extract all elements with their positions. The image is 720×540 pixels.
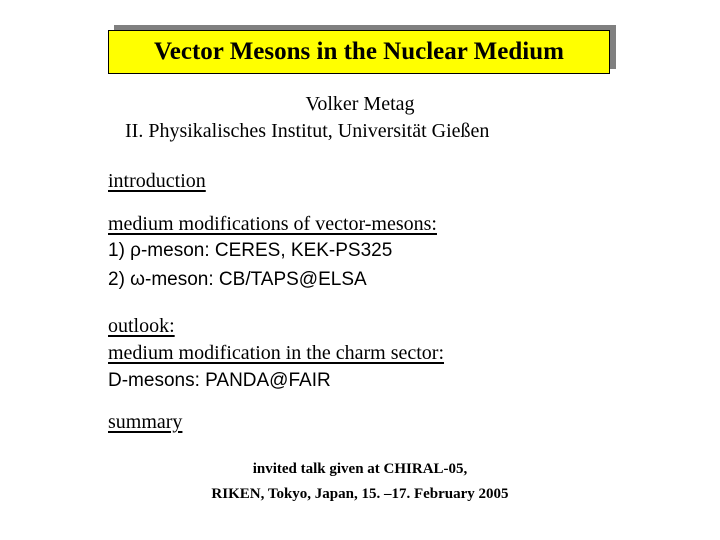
outline-summary: summary: [108, 411, 183, 433]
outline-charm-heading: medium modification in the charm sector:: [108, 342, 445, 364]
slide-title: Vector Mesons in the Nuclear Medium: [108, 30, 610, 74]
author-name: Volker Metag: [305, 93, 415, 115]
outline-omega-item: 2) ω-meson: CB/TAPS@ELSA: [108, 269, 367, 290]
outline-d-mesons: D-mesons: PANDA@FAIR: [108, 370, 331, 391]
footer-line-2: RIKEN, Tokyo, Japan, 15. –17. February 2005: [211, 486, 509, 502]
outline-medium-heading: medium modifications of vector-mesons:: [108, 213, 437, 235]
institute-name: II. Physikalisches Institut, Universität Gießen: [125, 120, 490, 142]
footer-line-1: invited talk given at CHIRAL-05,: [252, 461, 468, 477]
outline-outlook: outlook:: [108, 315, 175, 337]
outline-introduction: introduction: [108, 170, 206, 192]
outline-rho-item: 1) ρ-meson: CERES, KEK-PS325: [108, 240, 393, 261]
